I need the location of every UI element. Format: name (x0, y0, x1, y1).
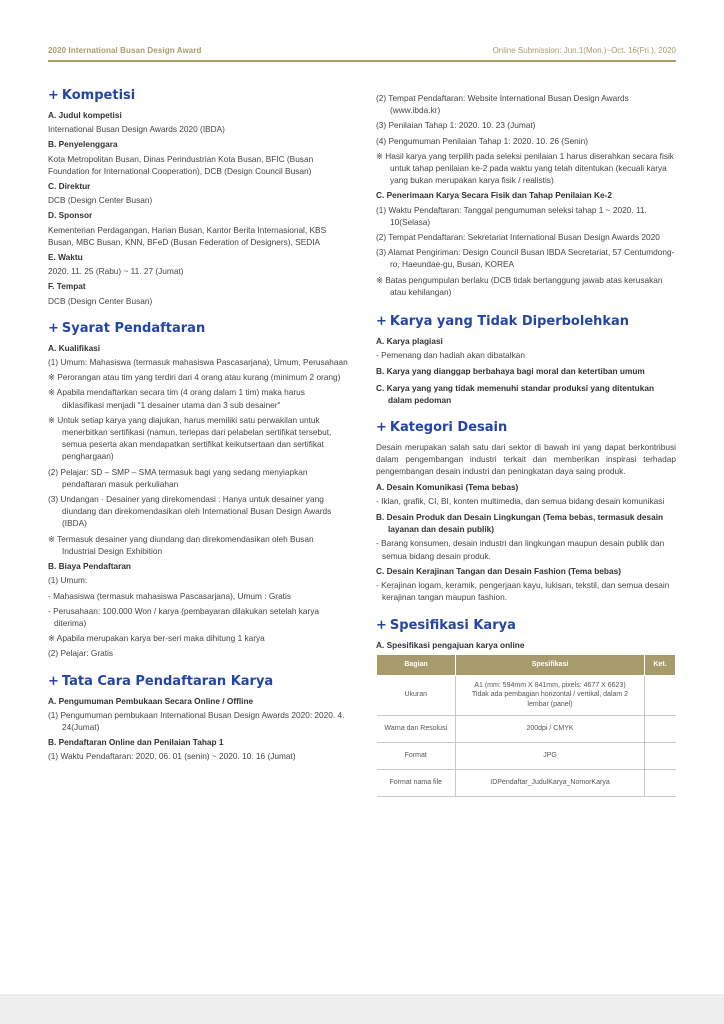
table-cell: Format (377, 742, 456, 769)
table-cell: IDPendaftar_JudulKarya_NomorKarya (456, 769, 645, 796)
table-cell: Warna dan Resolusi (377, 715, 456, 742)
section-tata-cara (48, 674, 348, 763)
plus-icon: + (48, 88, 59, 103)
dash-item: - Perusahaan: 100.000 Won / karya (pembayaran dilakukan setelah karya diterima) (48, 605, 320, 628)
header-submission-dates: Online Submission: Jun.1(Mon.)~Oct. 16(Fri.), 2020 (492, 46, 676, 55)
table-cell (645, 742, 676, 769)
section-syarat (48, 321, 348, 660)
subheading: A. Desain Komunikasi (Tema bebas) (376, 481, 519, 492)
subheading: C. Desain Kerajinan Tangan dan Desain Fashion (Tema bebas) (376, 565, 621, 576)
table-row (377, 742, 676, 769)
note-item: ※ Untuk setiap karya yang diajukan, harus memiliki satu perwakilan untuk menerbitkan sertifikasi (namun, terlepas dari pelabelan sertifikat tersebut, semua peserta akan mendapatkan sertifikat keikutsertaan dan sertifikat penghargaan) (48, 414, 332, 462)
subheading: B. Desain Produk dan Desain Lingkungan (Tema bebas, termasuk desain layanan dan desain publik) (376, 512, 664, 535)
table-cell (645, 715, 676, 742)
subheading: C. Direktur (48, 181, 91, 192)
section-kategori-desain (376, 420, 676, 603)
table-cell: Format nama file (377, 769, 456, 796)
plus-icon: + (376, 617, 387, 633)
dash-item: - Iklan, grafik, CI, BI, konten multimedia, dan semua bidang desain komunikasi (376, 495, 665, 506)
table-header: Ket. (645, 654, 676, 675)
note-item: ※ Termasuk desainer yang diundang dan direkomendasikan oleh Busan Industrial Design Exhibition (48, 533, 314, 556)
plus-icon: + (48, 320, 59, 336)
list-item: (1) Waktu Pendaftaran: Tanggal pengumuman seleksi tahap 1 ~ 2020. 11. 10(Selasa) (376, 204, 647, 227)
paragraph: International Busan Design Awards 2020 (IBDA) (48, 124, 225, 135)
header-title: 2020 International Busan Design Award (48, 46, 202, 55)
section-heading: + Syarat Pendaftaran (48, 320, 206, 336)
subheading: C. Karya yang yang tidak memenuhi standar produksi yang ditentukan dalam pedoman (376, 382, 655, 405)
note-item: ※ Apabila mendaftarkan secara tim (4 orang dalam 1 tim) maka harus diklasifikasi menjadi "1 desainer utama dan 3 sub desainer" (48, 387, 305, 410)
dash-item: - Kerajinan logam, keramik, pengerjaan kayu, lukisan, tekstil, dan semua desain kerajinan tangan maupun fashion. (376, 580, 670, 603)
subheading: A. Judul kompetisi (48, 110, 122, 120)
right-column (376, 92, 676, 811)
subheading: B. Penyelenggara (48, 139, 118, 150)
section-tata-cara-cont (376, 92, 676, 298)
table-cell (645, 675, 676, 715)
plus-icon: + (48, 673, 59, 689)
list-item: (4) Pengumuman Penilaian Tahap 1: 2020. 10. 26 (Senin) (376, 135, 589, 146)
subheading: F. Tempat (48, 281, 86, 292)
paragraph: Kementerian Perdagangan, Harian Busan, Kantor Berita Internasional, KBS Busan, MBC Busan, KNN, BFeD (Busan Federation of Designers), SEDIA (48, 224, 327, 247)
note-item: ※ Apabila merupakan karya ber-seri maka dihitung 1 karya (48, 633, 265, 644)
table-cell: JPG (456, 742, 645, 769)
table-cell: A1 (mm: 594mm X 841mm, pixels: 4677 X 6623) Tidak ada pembagian horizontal / vertikal, dalam 2 lembar (panel) (456, 675, 645, 715)
list-item: (1) Umum: Mahasiswa (termasuk mahasiswa Pascasarjana), Umum, Perusahaan (48, 357, 348, 368)
note-item: ※ Batas pengumpulan berlaku (DCB tidak bertanggung jawab atas kerusakan atau kehilangan) (376, 274, 663, 297)
section-heading: + Tata Cara Pendaftaran Karya (48, 673, 274, 689)
table-header: Spesifikasi (456, 654, 645, 675)
section-heading: + Kompetisi (48, 88, 136, 103)
section-spesifikasi (376, 618, 676, 797)
table-cell (645, 769, 676, 796)
paragraph: DCB (Design Center Busan) (48, 295, 153, 306)
subheading: A. Spesifikasi pengajuan karya online (376, 639, 525, 650)
subheading: A. Pengumuman Pembukaan Secara Online / Offline (48, 695, 254, 706)
table-row (377, 675, 676, 715)
subheading: E. Waktu (48, 252, 83, 263)
left-column (48, 88, 348, 777)
page-header (48, 44, 676, 62)
plus-icon: + (376, 314, 387, 330)
list-item: (2) Tempat Pendaftaran: Website International Busan Design Awards (www.ibda.kr) (376, 93, 629, 116)
plus-icon: + (376, 420, 387, 436)
subheading: C. Penerimaan Karya Secara Fisik dan Tahap Penilaian Ke-2 (376, 190, 612, 201)
list-item: (2) Pelajar: SD – SMP – SMA termasuk bagi yang sedang menyiapkan pendaftaran masuk perkuliahan (48, 466, 308, 489)
section-heading: + Karya yang Tidak Diperbolehkan (376, 314, 630, 330)
paragraph: 2020. 11. 25 (Rabu) ~ 11. 27 (Jumat) (48, 266, 184, 277)
paragraph: DCB (Design Center Busan) (48, 195, 153, 206)
note-item: ※ Hasil karya yang terpilih pada seleksi penilaian 1 harus diserahkan secara fisik untuk tahap penilaian ke-2 pada waktu yang telah ditentukan (kecuali karya yang bukan merupakan karya fisik / realistis) (376, 150, 674, 186)
list-item: (1) Pengumuman pembukaan International Busan Design Awards 2020: 2020. 4. 24(Jumat) (48, 709, 345, 732)
table-row (377, 715, 676, 742)
dash-item: - Mahasiswa (termasuk mahasiswa Pascasarjana), Umum : Gratis (48, 590, 291, 601)
spec-table (376, 654, 676, 797)
subheading: A. Karya plagiasi (376, 336, 443, 347)
list-item: (1) Umum: (48, 575, 88, 586)
table-cell: Ukuran (377, 675, 456, 715)
header-rule (48, 60, 676, 62)
list-item: (3) Undangan · Desainer yang direkomendasi : Hanya untuk desainer yang diundang dan direkomendasikan oleh International Busan Design Awards (IBDA) (48, 494, 332, 529)
table-row (377, 769, 676, 796)
section-tidak-diperbolehkan (376, 314, 676, 406)
section-heading: + Kategori Desain (376, 420, 508, 436)
subheading: D. Sponsor (48, 210, 93, 221)
note-item: ※ Perorangan atau tim yang terdiri dari 4 orang atau kurang (minimum 2 orang) (48, 372, 341, 383)
dash-item: - Pemenang dan hadiah akan dibatalkan (376, 350, 525, 361)
section-heading: + Spesifikasi Karya (376, 617, 516, 633)
subheading: A. Kualifikasi (48, 342, 101, 353)
list-item: (3) Penilaian Tahap 1: 2020. 10. 23 (Jumat) (376, 120, 536, 131)
list-item: (2) Pelajar: Gratis (48, 648, 114, 659)
subheading: B. Karya yang dianggap berbahaya bagi moral dan ketertiban umum (376, 366, 645, 377)
subheading: B. Pendaftaran Online dan Penilaian Tahap 1 (48, 737, 224, 748)
list-item: (2) Tempat Pendaftaran: Sekretariat International Busan Design Awards 2020 (376, 232, 660, 243)
table-cell: 200dpi / CMYK (456, 715, 645, 742)
list-item: (1) Waktu Pendaftaran: 2020. 06. 01 (senin) ~ 2020. 10. 16 (Jumat) (48, 751, 296, 762)
table-header: Bagian (377, 654, 456, 675)
section-kompetisi (48, 88, 348, 307)
paragraph: Kota Metropolitan Busan, Dinas Perindustrian Kota Busan, BFIC (Busan Foundation for International Cooperation), DCB (Design Council Busan) (48, 153, 314, 176)
paragraph: Desain merupakan salah satu dari sektor di bawah ini yang dapat berkontribusi dalam pengembangan industri terkait dan memberikan inspirasi terhadap pengembangan desain industri dan peningkatan daya saing produk. (376, 442, 676, 477)
dash-item: - Barang konsumen, desain industri dan lingkungan maupun desain publik dan semua bidang desain produk. (376, 538, 665, 561)
subheading: B. Biaya Pendaftaran (48, 561, 131, 572)
list-item: (3) Alamat Pengiriman: Design Council Busan IBDA Secretariat, 57 Centumdong-ro, Haeundae-gu, Busan, KOREA (376, 247, 675, 270)
